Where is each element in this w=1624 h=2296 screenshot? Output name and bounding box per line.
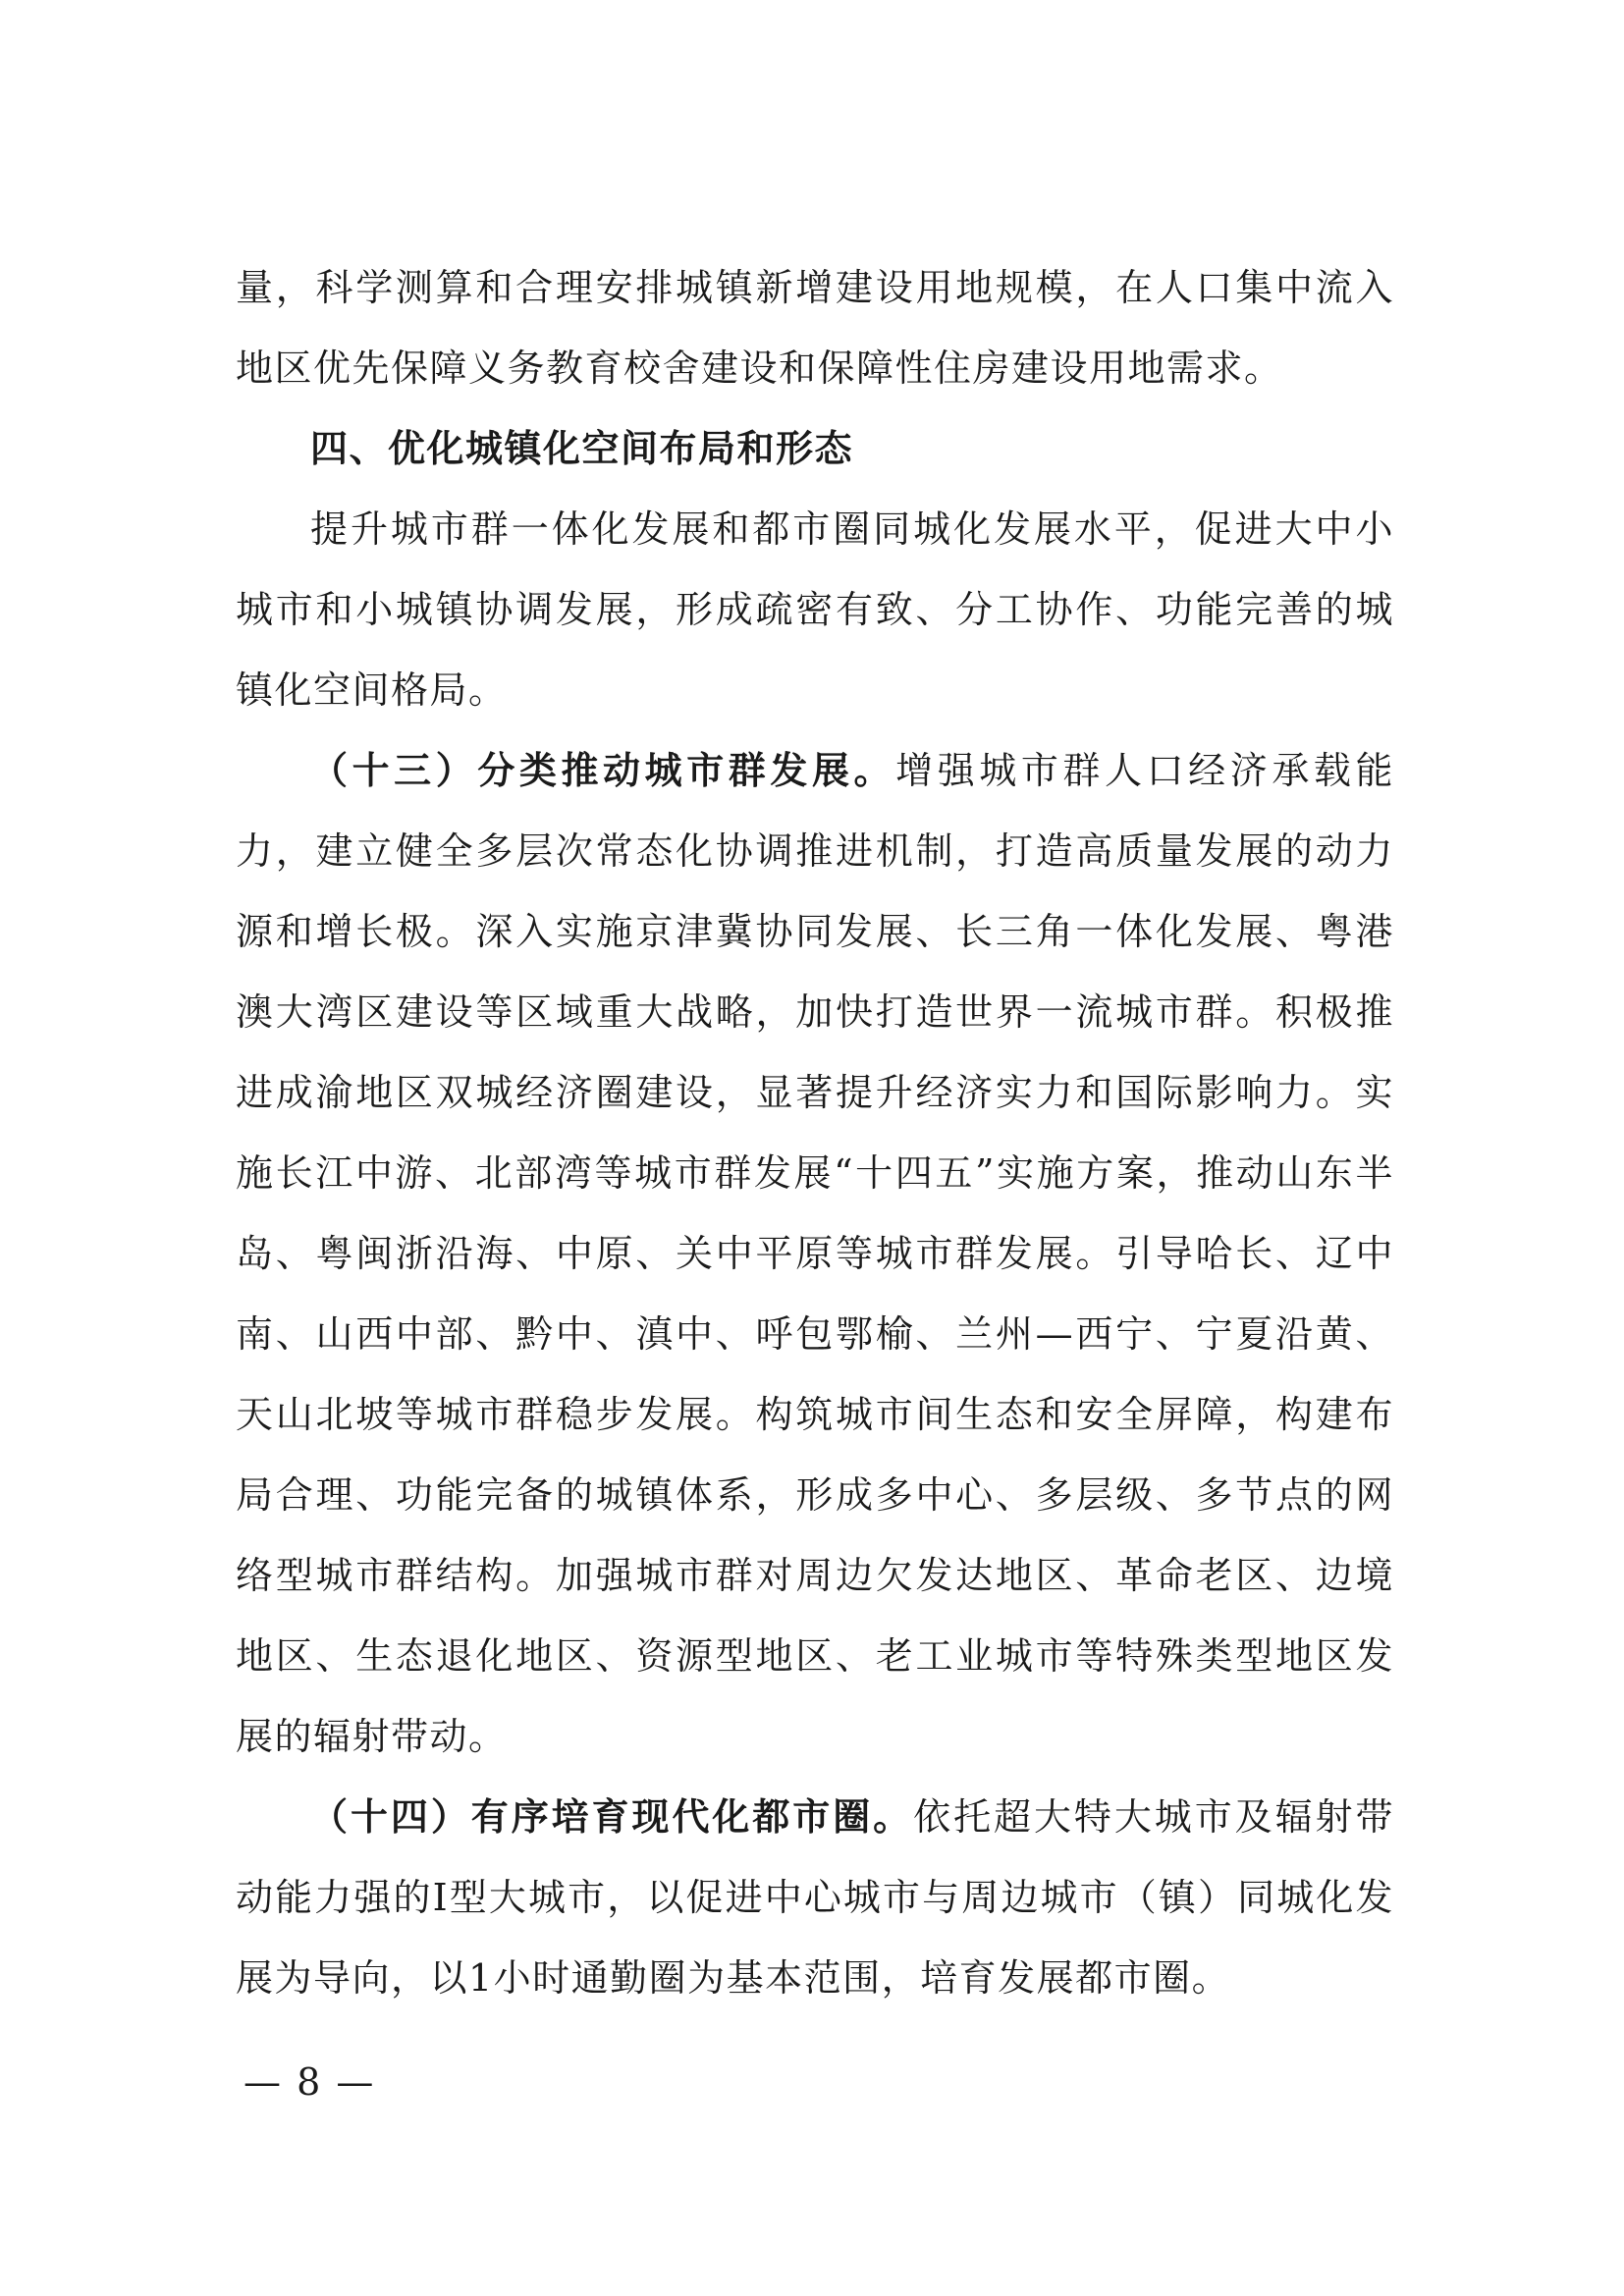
paragraph-item-13 bbox=[236, 730, 1394, 1777]
document-page bbox=[236, 247, 1394, 2018]
paragraph-intro bbox=[236, 489, 1394, 730]
paragraph-text: 提升城市群一体化发展和都市圈同城化发展水平，促进大中小城市和小城镇协调发展，形成疏密有致、分工协作、功能完善的城镇化空间格局。 bbox=[236, 507, 1394, 712]
heading-text: 四、优化城镇化空间布局和形态 bbox=[310, 427, 854, 470]
item-lead: （十四）有序培育现代化都市圈。 bbox=[310, 1794, 914, 1839]
paragraph-text: 依托超大特大城市及辐射带动能力强的Ⅰ型大城市，以促进中心城市与周边城市（镇）同城化发展为导向，以1小时通勤圈为基本范围，培育发展都市圈。 bbox=[236, 1795, 1394, 2000]
section-heading bbox=[236, 408, 1394, 489]
paragraph-text: 增强城市群人口经济承载能力，建立健全多层次常态化协调推进机制，打造高质量发展的动力源和增长极。深入实施京津冀协同发展、长三角一体化发展、粤港澳大湾区建设等区域重大战略，加快打造世界一流城市群。积极推进成渝地区双城经济圈建设，显著提升经济实力和国际影响力。实施长江中游、北部湾等城市群发展“十四五”实施方案，推动山东半岛、粤闽浙沿海、中原、关中平原等城市群发展。引导哈长、辽中南、山西中部、黔中、滇中、呼包鄂榆、兰州—西宁、宁夏沿黄、天山北坡等城市群稳步发展。构筑城市间生态和安全屏障，构建布局合理、功能完备的城镇体系，形成多中心、多层级、多节点的网络型城市群结构。加强城市群对周边欠发达地区、革命老区、边境地区、生态退化地区、资源型地区、老工业城市等特殊类型地区发展的辐射带动。 bbox=[236, 749, 1394, 1758]
paragraph-continuation bbox=[236, 247, 1394, 408]
item-lead: （十三）分类推动城市群发展。 bbox=[310, 748, 896, 792]
paragraph-text: 量，科学测算和合理安排城镇新增建设用地规模，在人口集中流入地区优先保障义务教育校舍建设和保障性住房建设用地需求。 bbox=[236, 266, 1394, 390]
page-number: — 8 — bbox=[244, 2060, 376, 2104]
paragraph-item-14 bbox=[236, 1777, 1394, 2018]
